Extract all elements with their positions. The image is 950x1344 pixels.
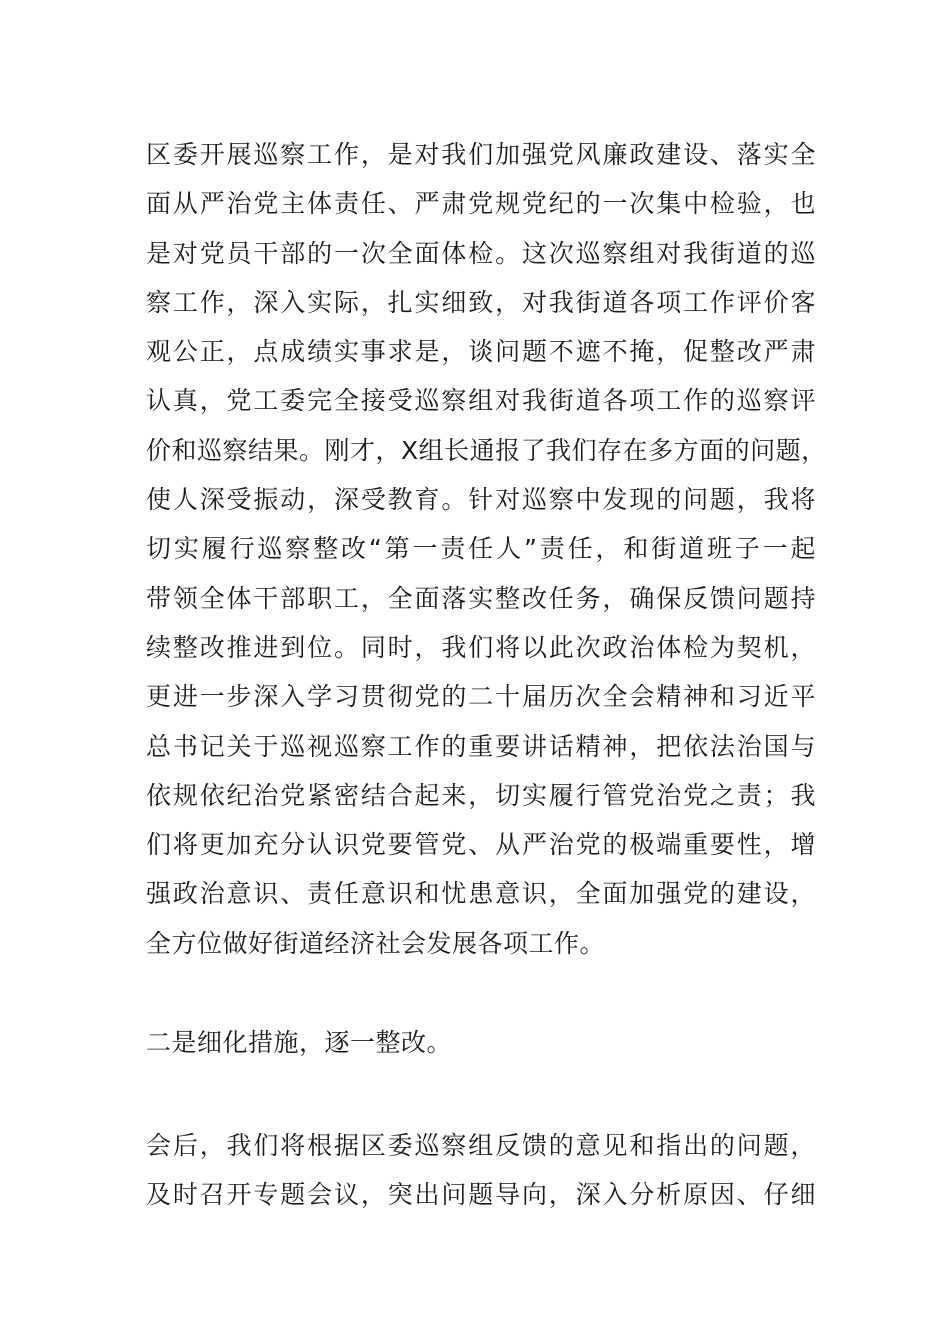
paragraph-line: 会后，我们将根据区委巡察组反馈的意见和指出的问题， [146,1131,816,1160]
paragraph-line: 总书记关于巡视巡察工作的重要讲话精神，把依法治国与 [146,731,816,761]
section-heading-paragraph [146,1018,816,1067]
paragraph-line: 带领全体干部职工，全面落实整改任务，确保反馈问题持 [146,583,816,613]
paragraph-line: 二是细化措施，逐一整改。 [146,1028,453,1057]
paragraph-line: 价和巡察结果。刚才，X组长通报了我们存在多方面的问题， [146,435,827,465]
paragraph-line: 观公正，点成绩实事求是，谈问题不遮不掩，促整改严肃 [146,337,816,367]
paragraph-line: 全方位做好街道经济社会发展各项工作。 [146,928,606,958]
body-paragraph [146,130,827,968]
paragraph-line: 使人深受振动，深受教育。针对巡察中发现的问题，我将 [146,485,816,515]
paragraph-line: 察工作，深入实际，扎实细致，对我街道各项工作评价客 [146,287,816,317]
paragraph-line: 面从严治党主体责任、严肃党规党纪的一次集中检验，也 [146,189,816,219]
paragraph-line: 们将更加充分认识党要管党、从严治党的极端重要性，增 [146,830,816,860]
paragraph-line: 更进一步深入学习贯彻党的二十届历次全会精神和习近平 [146,682,816,712]
body-paragraph [146,1121,816,1220]
paragraph-line: 依规依纪治党紧密结合起来，切实履行管党治党之责；我 [146,780,816,810]
paragraph-line: 认真，党工委完全接受巡察组对我街道各项工作的巡察评 [146,386,816,416]
paragraph-line: 切实履行巡察整改“第一责任人”责任，和街道班子一起 [146,534,816,564]
paragraph-line: 强政治意识、责任意识和忧患意识，全面加强党的建设， [146,879,816,909]
paragraph-line: 区委开展巡察工作，是对我们加强党风廉政建设、落实全 [146,140,816,169]
paragraph-line: 续整改推进到位。同时，我们将以此次政治体检为契机， [146,632,816,662]
paragraph-line: 及时召开专题会议，突出问题导向，深入分析原因、仔细 [146,1180,816,1210]
paragraph-line: 是对党员干部的一次全面体检。这次巡察组对我街道的巡 [146,238,816,268]
